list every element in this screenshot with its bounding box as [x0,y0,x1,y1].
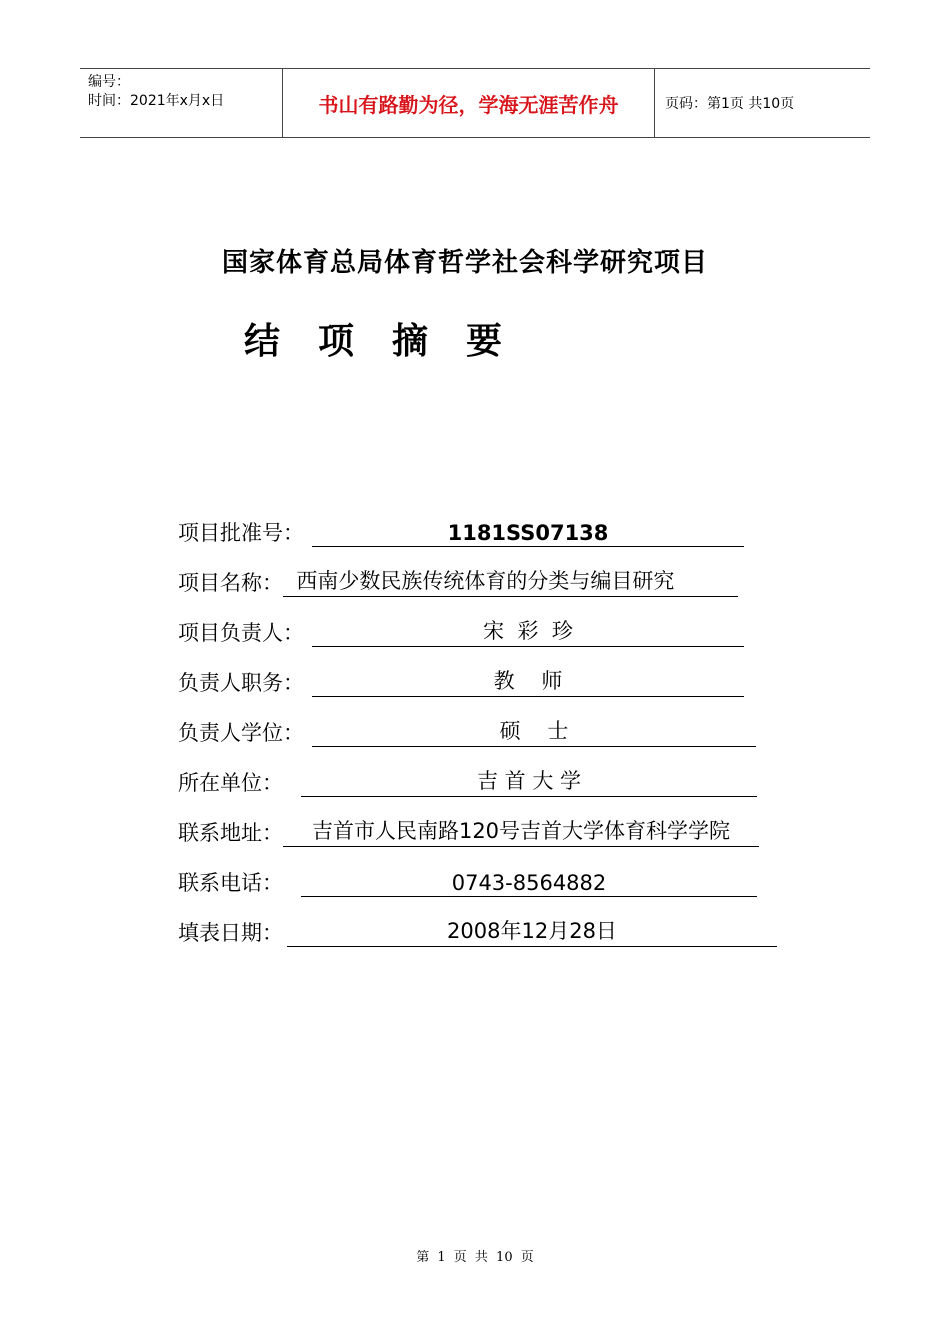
field-value: 2008年12月28日 [287,917,777,947]
field-value: 宋 彩 珍 [312,617,744,647]
header-page-info: 页码：第1页 共10页 [665,96,795,112]
field-leader [178,613,744,647]
field-label: 项目名称： [178,571,283,595]
document-subtitle: 结项摘要 [244,321,541,362]
field-label: 负责人学位： [178,721,304,745]
field-label: 负责人职务： [178,671,304,695]
field-value: 教 师 [312,667,744,697]
field-value: 西南少数民族传统体育的分类与编目研究 [283,567,738,597]
field-label: 联系地址： [178,821,283,845]
field-value: 吉首市人民南路120号吉首大学体育科学学院 [283,817,759,847]
field-value: 1181SS07138 [312,517,744,547]
field-label: 联系电话： [178,871,283,895]
field-value: 吉 首 大 学 [301,767,757,797]
header-table [80,68,870,138]
field-address [178,813,759,847]
field-unit [178,763,757,797]
field-label: 所在单位： [178,771,283,795]
header-meta-cell [80,69,282,137]
field-label: 填表日期： [178,921,283,945]
field-project-name [178,563,738,597]
field-value: 0743-8564882 [301,867,757,897]
serial-label: 编号： [88,74,130,90]
document-title: 国家体育总局体育哲学社会科学研究项目 [221,248,708,278]
field-phone [178,863,757,897]
field-value: 硕 士 [312,717,756,747]
field-position [178,663,744,697]
field-date [178,913,777,947]
page-footer: 第 1 页 共 10 页 [416,1250,534,1265]
field-label: 项目负责人： [178,621,304,645]
field-degree [178,713,756,747]
time-label: 时间：2021年x月x日 [88,93,225,109]
header-motto: 书山有路勤为径，学海无涯苦作舟 [282,69,655,137]
field-approval-no [178,513,744,547]
field-label: 项目批准号： [178,521,304,545]
